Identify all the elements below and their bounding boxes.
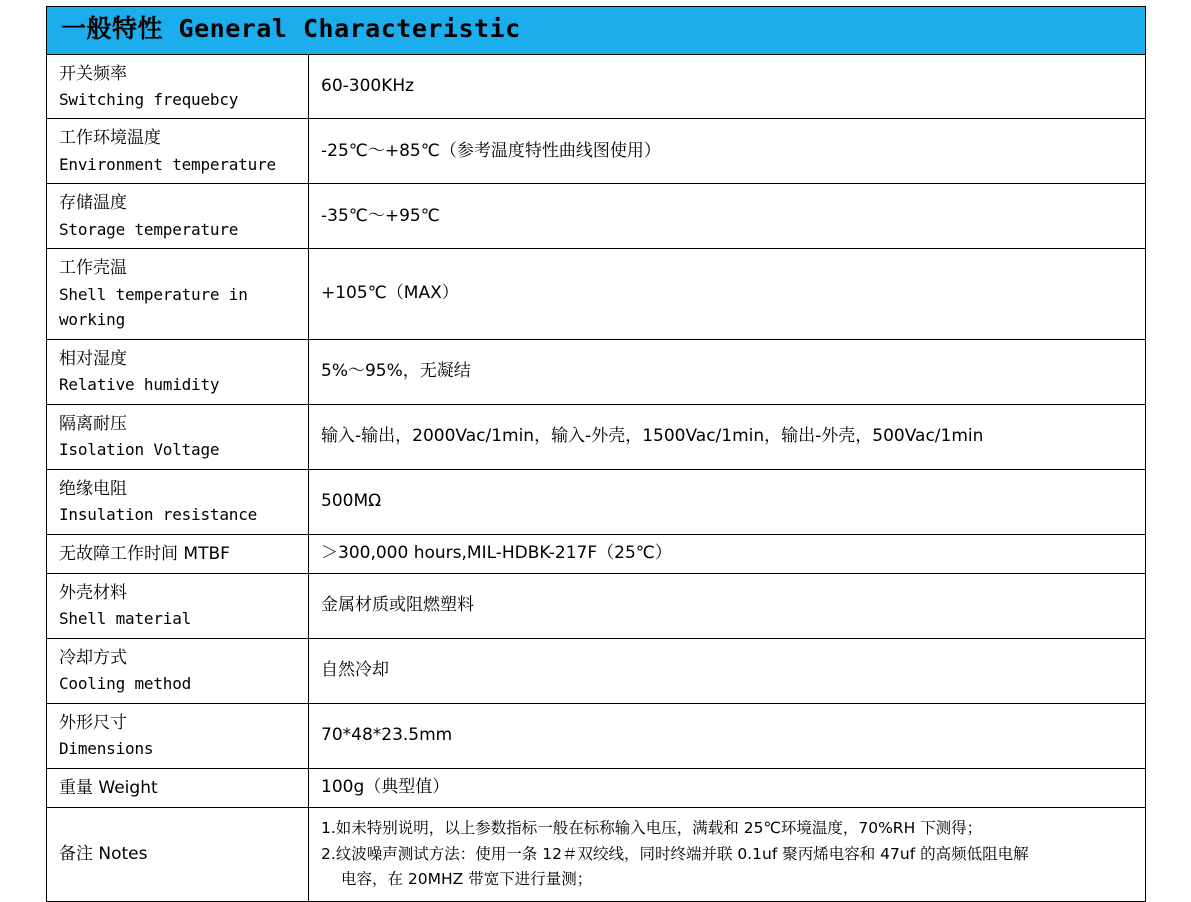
table-row xyxy=(47,638,1146,703)
row-value-notes xyxy=(309,808,1146,902)
row-value-shell-material xyxy=(309,574,1146,639)
label-cn: 无故障工作时间 MTBF xyxy=(59,543,230,564)
label-cn: 相对湿度 xyxy=(59,348,127,369)
table-row xyxy=(47,54,1146,119)
label-en: Shell material xyxy=(59,609,192,629)
row-label-weight xyxy=(47,768,309,807)
note-line: 2.纹波噪声测试方法：使用一条 12＃双绞线，同时终端并联 0.1uf 聚丙烯电容和 47uf 的高频低阻电解 xyxy=(321,844,1029,863)
row-label-storage-temperature xyxy=(47,184,309,249)
row-label-isolation-voltage xyxy=(47,404,309,469)
table-header-cell xyxy=(47,7,1146,55)
general-characteristic-table xyxy=(46,6,1146,902)
label-cn: 隔离耐压 xyxy=(59,413,127,434)
value-text: 输入-输出，2000Vac/1min，输入-外壳，1500Vac/1min，输出-外壳，500Vac/1min xyxy=(321,426,984,446)
row-label-switching-frequency xyxy=(47,54,309,119)
table-row xyxy=(47,469,1146,534)
table-row xyxy=(47,119,1146,184)
label-cn: 存储温度 xyxy=(59,193,127,214)
value-text: 70*48*23.5mm xyxy=(321,725,453,746)
row-label-shell-temperature xyxy=(47,249,309,340)
value-text: 金属材质或阻燃塑料 xyxy=(321,595,474,616)
table-row xyxy=(47,184,1146,249)
label-en: Cooling method xyxy=(59,674,192,694)
label-cn: 开关频率 xyxy=(59,63,127,84)
row-label-environment-temperature xyxy=(47,119,309,184)
value-text: 60-300KHz xyxy=(321,75,415,96)
table-title: 一般特性 General Characteristic xyxy=(61,14,521,43)
row-value-relative-humidity xyxy=(309,339,1146,404)
label-cn: 绝缘电阻 xyxy=(59,478,127,499)
label-cn: 外壳材料 xyxy=(59,583,127,603)
value-text: 自然冷却 xyxy=(321,660,389,681)
label-en: Insulation resistance xyxy=(59,505,258,525)
label-en: Shell temperature in working xyxy=(59,284,248,330)
label-cn: 冷却方式 xyxy=(59,647,127,668)
row-value-weight xyxy=(309,768,1146,807)
row-value-insulation-resistance xyxy=(309,469,1146,534)
row-value-isolation-voltage xyxy=(309,404,1146,469)
value-text: 5%～95%，无凝结 xyxy=(321,361,471,382)
table-row xyxy=(47,703,1146,768)
table-row-notes xyxy=(47,808,1146,902)
label-en: Dimensions xyxy=(59,739,154,759)
table-row xyxy=(47,249,1146,340)
label-en: Isolation Voltage xyxy=(59,440,220,460)
label-cn: 重量 Weight xyxy=(59,777,158,798)
row-label-cooling-method xyxy=(47,638,309,703)
note-line: 电容，在 20MHZ 带宽下进行量测； xyxy=(341,870,593,889)
row-label-dimensions xyxy=(47,703,309,768)
value-text: 100g（典型值） xyxy=(321,777,450,798)
table-row xyxy=(47,404,1146,469)
label-en: Relative humidity xyxy=(59,375,220,395)
value-text: -35℃～+95℃ xyxy=(321,205,440,226)
row-value-storage-temperature xyxy=(309,184,1146,249)
label-en: Storage temperature xyxy=(59,219,239,239)
table-row xyxy=(47,574,1146,639)
row-value-environment-temperature xyxy=(309,119,1146,184)
label-en: Environment temperature xyxy=(59,154,276,174)
row-label-shell-material xyxy=(47,574,309,639)
table-row xyxy=(47,534,1146,573)
label-cn: 外形尺寸 xyxy=(59,712,127,733)
note-line: 1.如未特别说明，以上参数指标一般在标称输入电压，满载和 25℃环境温度，70%RH 下测得； xyxy=(321,819,983,838)
row-value-shell-temperature xyxy=(309,249,1146,340)
label-cn: 工作壳温 xyxy=(59,258,127,279)
row-label-mtbf xyxy=(47,534,309,573)
value-text: 500MΩ xyxy=(321,490,382,511)
row-value-mtbf xyxy=(309,534,1146,573)
table-row xyxy=(47,339,1146,404)
label-en: Switching frequebcy xyxy=(59,89,239,109)
label-cn: 工作环境温度 xyxy=(59,128,161,149)
row-label-notes xyxy=(47,808,309,902)
row-value-dimensions xyxy=(309,703,1146,768)
value-text: +105℃（MAX） xyxy=(321,283,459,304)
value-text: -25℃～+85℃（参考温度特性曲线图使用） xyxy=(321,140,661,161)
row-value-cooling-method xyxy=(309,638,1146,703)
row-label-relative-humidity xyxy=(47,339,309,404)
notes-label: 备注 Notes xyxy=(59,844,148,865)
table-row xyxy=(47,768,1146,807)
table-header-row xyxy=(47,7,1146,55)
row-label-insulation-resistance xyxy=(47,469,309,534)
value-text: ＞300,000 hours,MIL-HDBK-217F（25℃） xyxy=(321,543,672,564)
row-value-switching-frequency xyxy=(309,54,1146,119)
